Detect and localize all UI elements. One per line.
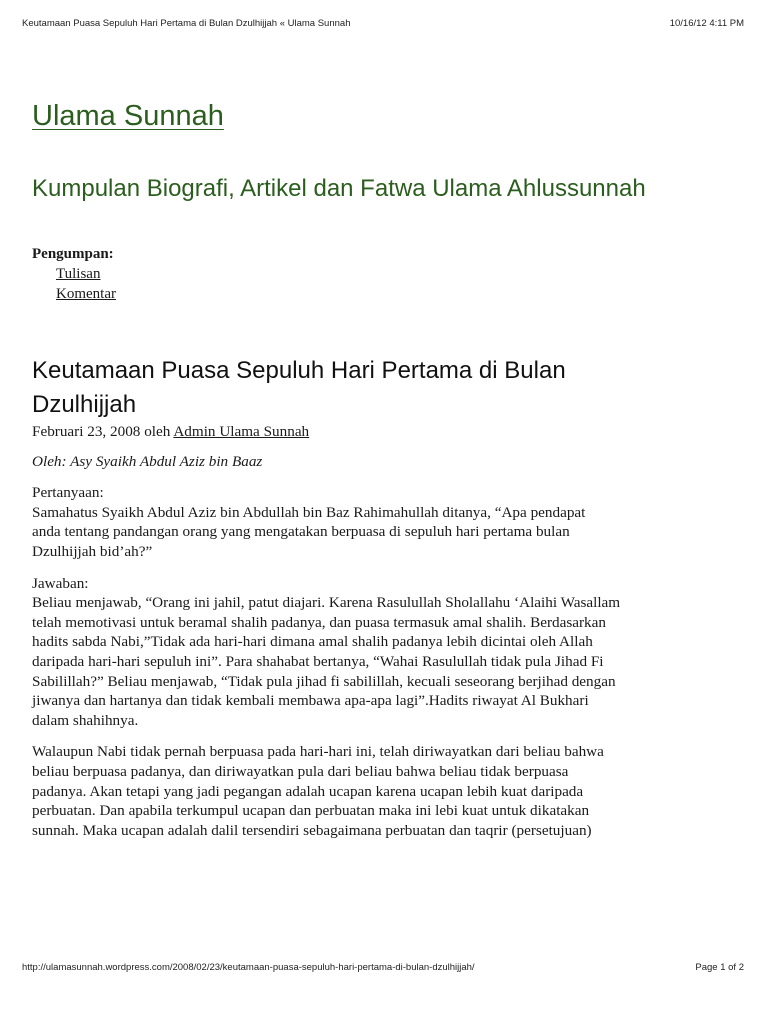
body-line: Walaupun Nabi tidak pernah berpuasa pada hari-hari ini, telah diriwayatkan dari beliau bahwa bbox=[32, 743, 604, 761]
body-line: perbuatan. Dan apabila terkumpul ucapan dan perbuatan maka ini lebi kuat untuk dikatakan bbox=[32, 802, 590, 820]
post-title: Keutamaan Puasa Sepuluh Hari Pertama di Bulan Dzulhijjah bbox=[32, 357, 566, 418]
site-description: Kumpulan Biografi, Artikel dan Fatwa Ulama Ahlussunnah bbox=[32, 175, 646, 202]
feeds-list bbox=[32, 264, 744, 304]
page-content bbox=[32, 94, 744, 840]
body-line: padanya. Akan tetapi yang jadi pegangan adalah ucapan karena ucapan lebih kuat daripada bbox=[32, 782, 584, 800]
question-line: Dzulhijjah bid’ah?” bbox=[32, 542, 153, 560]
question-line: Samahatus Syaikh Abdul Aziz bin Abdullah bin Baz Rahimahullah ditanya, “Apa pendapat bbox=[32, 503, 586, 521]
feeds-section bbox=[32, 244, 744, 304]
post-byline: Oleh: Asy Syaikh Abdul Aziz bin Baaz bbox=[32, 452, 263, 470]
post-body bbox=[32, 422, 744, 840]
post-date: Februari 23, 2008 oleh bbox=[32, 423, 171, 440]
feeds-label: Pengumpan: bbox=[32, 246, 114, 262]
answer-line: jiwanya dan hartanya dan tidak kembali membawa apa-apa lagi”.Hadits riwayat Al Bukhari bbox=[32, 692, 589, 710]
print-footer-url: http://ulamasunnah.wordpress.com/2008/02/23/keutamaan-puasa-sepuluh-hari-pertama-di-bulan-dzulhijjah/ bbox=[22, 962, 475, 973]
question-line: anda tentang pandangan orang yang mengatakan berpuasa di sepuluh hari pertama bulan bbox=[32, 523, 570, 541]
answer-label: Jawaban: bbox=[32, 574, 89, 592]
answer-line: Sabilillah?” Beliau menjawab, “Tidak pula jihad fi sabilillah, kecuali seseorang berjihad dengan bbox=[32, 672, 616, 690]
answer-line: daripada hari-hari sepuluh ini”. Para shahabat bertanya, “Wahai Rasulullah tidak pula Jihad Fi bbox=[32, 652, 604, 670]
body-paragraph bbox=[32, 742, 744, 840]
body-line: sunnah. Maka ucapan adalah dalil tersendiri sebagaimana perbuatan dan taqrir (persetujuan) bbox=[32, 821, 592, 839]
feed-link-comments[interactable]: Komentar bbox=[56, 286, 116, 302]
answer-line: hadits sabda Nabi,”Tidak ada hari-hari dimana amal shalih padanya lebih dicintai oleh Allah bbox=[32, 633, 593, 651]
site-title-link[interactable]: Ulama Sunnah bbox=[32, 100, 224, 132]
question-label: Pertanyaan: bbox=[32, 484, 104, 502]
feed-item-posts bbox=[56, 264, 744, 284]
print-header bbox=[22, 18, 744, 32]
print-footer bbox=[22, 962, 744, 976]
print-header-title: Keutamaan Puasa Sepuluh Hari Pertama di Bulan Dzulhijjah « Ulama Sunnah bbox=[22, 18, 351, 29]
answer-line: dalam shahihnya. bbox=[32, 711, 139, 729]
print-header-datetime: 10/16/12 4:11 PM bbox=[669, 18, 744, 29]
answer-line: telah memotivasi untuk beramal shalih padanya, dan puasa termasuk amal shalih. Berdasarkan bbox=[32, 613, 606, 631]
print-footer-page-number: Page 1 of 2 bbox=[695, 962, 744, 973]
answer-paragraph bbox=[32, 574, 744, 731]
question-paragraph bbox=[32, 483, 744, 561]
body-line: beliau berpuasa padanya, dan diriwayatkan pula dari beliau bahwa beliau tidak berpuasa bbox=[32, 762, 569, 780]
post-meta bbox=[32, 422, 744, 442]
answer-line: Beliau menjawab, “Orang ini jahil, patut diajari. Karena Rasulullah Sholallahu ‘Alaihi Wasallam bbox=[32, 594, 621, 612]
post-author-link[interactable]: Admin Ulama Sunnah bbox=[173, 423, 310, 440]
feed-item-comments bbox=[56, 284, 744, 304]
feed-link-posts[interactable]: Tulisan bbox=[56, 266, 101, 282]
